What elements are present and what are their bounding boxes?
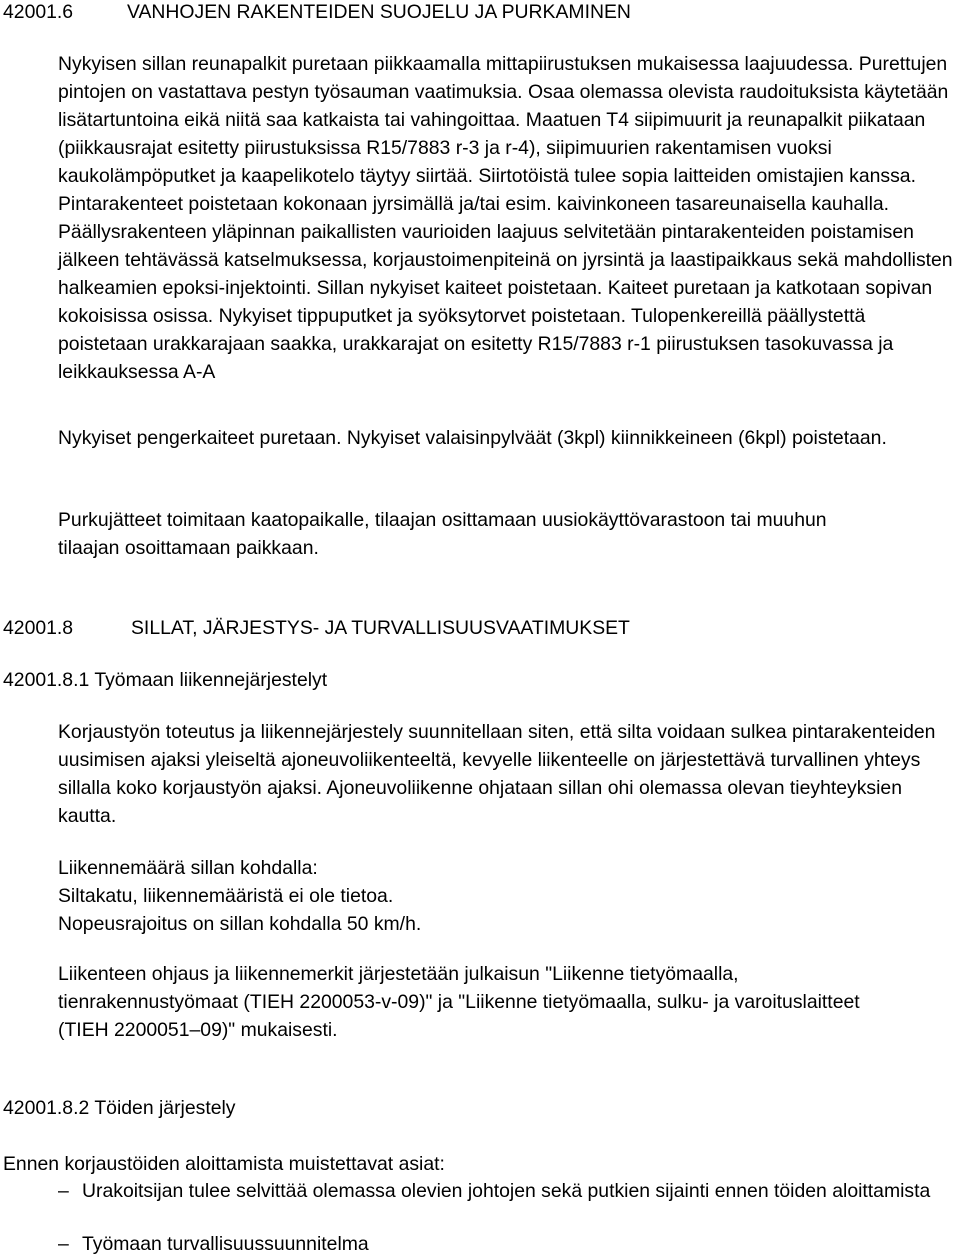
traffic-volume-line: Siltakatu, liikennemääristä ei ole tietoa.: [58, 885, 394, 907]
paragraph-traffic-signs: Liikenteen ohjaus ja liikennemerkit järjestetään julkaisun "Liikenne tietyömaalla, tienrakennustyömaat (TIEH 2200053-v-09)" ja "Liikenne tietyömaalla, sulku- ja varoituslaitteet (TIEH 2200051–09)" mukaisesti.: [58, 963, 860, 1041]
section-heading-42001-8-2: [3, 1094, 903, 1122]
checklist-intro: Ennen korjaustöiden aloittamista muistettavat asiat:: [3, 1153, 445, 1175]
traffic-volume-block: [58, 854, 958, 938]
checklist-item: [58, 1177, 938, 1205]
section-number: 42001.8.2: [3, 1097, 90, 1119]
paragraph-embankment-railings: Nykyiset pengerkaiteet puretaan. Nykyiset valaisinpylväät (3kpl) kiinnikkeineen (6kpl) poistetaan.: [58, 427, 887, 449]
paragraph-demolition: Nykyisen sillan reunapalkit puretaan piikkaamalla mittapiirustuksen mukaisessa laajuudessa. Purettujen pintojen on vastattava pestyn työsauman vaatimuksia. Osaa olemassa olevista raudoituksista käytetään lisätartuntoina eikä niitä saa katkaista tai vahingoittaa. Maatuen T4 siipimuurit ja reunapalkit piikataan (piikkausrajat esitetty piirustuksissa R15/7883 r-3 ja r-4), siipimuurien rakentamisen vuoksi kaukolämpöputket ja kaapelikotelo täytyy siirtää. Siirtotöistä tulee sopia laitteiden omistajien kanssa. Pintarakenteet poistetaan kokonaan jyrsimällä ja/tai esim. kaivinkoneen tasareunaisella kauhalla. Päällysrakenteen yläpinnan paikallisten vaurioiden laajuus selvitetään pintarakenteiden poistamisen jälkeen tehtävässä katselmuksessa, korjaustoimenpiteinä on jyrsintä ja laastipaikkaus sekä mahdollisten halkeamien epoksi-injektointi. Sillan nykyiset kaiteet poistetaan. Kaiteet puretaan ja katkotaan sopivan kokoisissa osissa. Nykyiset tippuputket ja syöksytorvet poistetaan. Tulopenkereillä päällystettä poistetaan urakkarajaan saakka, urakkarajat on esitetty R15/7883 r-1 piirustuksen tasokuvassa ja leikkauksessa A-A: [58, 53, 953, 383]
section-number: 42001.8: [3, 617, 74, 639]
section-number: 42001.6: [3, 1, 74, 23]
checklist-item: [58, 1230, 938, 1258]
dash-marker: –: [58, 1233, 69, 1255]
speed-limit-line: Nopeusrajoitus on sillan kohdalla 50 km/h.: [58, 913, 422, 935]
paragraph-waste: Purkujätteet toimitaan kaatopaikalle, tilaajan osittamaan uusiokäyttövarastoon tai muuhun tilaajan osoittamaan paikkaan.: [58, 509, 827, 559]
dash-marker: –: [58, 1180, 69, 1202]
section-title: Töiden järjestely: [94, 1097, 236, 1119]
traffic-volume-heading: Liikennemäärä sillan kohdalla:: [58, 857, 318, 879]
checklist-item-text: Työmaan turvallisuussuunnitelma: [82, 1233, 369, 1255]
section-number: 42001.8.1: [3, 669, 90, 691]
section-title: VANHOJEN RAKENTEIDEN SUOJELU JA PURKAMINEN: [127, 1, 631, 23]
section-title: SILLAT, JÄRJESTYS- JA TURVALLISUUSVAATIMUKSET: [131, 617, 630, 639]
section-heading-42001-8-1: [3, 666, 903, 694]
checklist-item-text: Urakoitsijan tulee selvittää olemassa olevien johtojen sekä putkien sijainti ennen töiden aloittamista: [82, 1180, 931, 1202]
section-heading-42001-6: [3, 0, 903, 26]
section-heading-42001-8: [3, 614, 903, 642]
section-title: Työmaan liikennejärjestelyt: [94, 669, 328, 691]
paragraph-traffic-arrangement: Korjaustyön toteutus ja liikennejärjestely suunnitellaan siten, että silta voidaan sulkea pintarakenteiden uusimisen ajaksi yleiseltä ajoneuvoliikenteeltä, kevyelle liikenteelle on järjestettävä turvallinen yhteys sillalla koko korjaustyön ajaksi. Ajoneuvoliikenne ohjataan sillan ohi olemassa olevan tieyhteyksien kautta.: [58, 721, 936, 827]
